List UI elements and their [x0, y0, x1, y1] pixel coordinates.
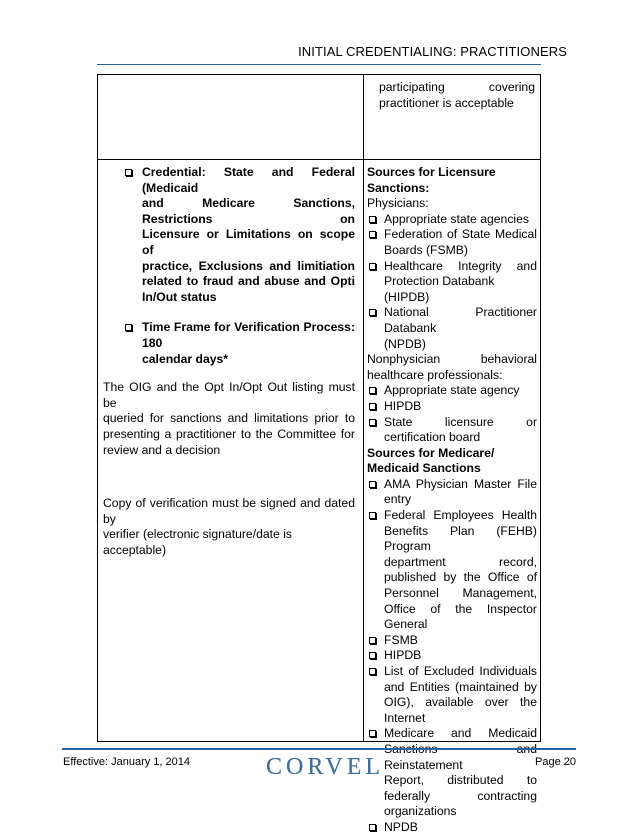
checkbox-bullet-icon [369, 403, 376, 410]
credential-bullet-line: and Medicare Sanctions, Restrictions on [142, 196, 355, 226]
checkbox-bullet-icon [369, 637, 376, 644]
nonphysician-source-item-line: State licensure or [384, 414, 537, 429]
nonphysician-source-item-line: Appropriate state agency [384, 383, 520, 398]
checkbox-bullet-icon [369, 387, 376, 394]
medicare-sources-heading: Medicaid Sanctions [367, 461, 481, 476]
timeframe-bullet-line: calendar days* [142, 351, 229, 366]
checkbox-bullet-icon [369, 481, 376, 488]
nonphysician-label: healthcare professionals: [367, 367, 503, 382]
medicare-source-item [367, 477, 537, 508]
nonphysician-label: Nonphysician behavioral [367, 352, 537, 367]
credential-bullet-line: Credential: State and Federal (Medicaid [142, 165, 355, 195]
checkbox-bullet-icon [125, 169, 132, 176]
checkbox-bullet-icon [125, 324, 132, 331]
medicare-source-item-line: OIG), available over the [384, 695, 537, 710]
credential-bullet-line: In/Out status [142, 289, 217, 304]
nonphysician-source-item [367, 399, 537, 415]
checkbox-bullet-icon [369, 263, 376, 270]
medicare-source-item-line: Report, distributed to [384, 773, 537, 788]
nonphysician-source-item [367, 383, 537, 399]
medicare-source-item-line: Reinstatement [384, 757, 463, 772]
checkbox-bullet-icon [369, 512, 376, 519]
medicare-source-item-line: Personnel Management, [384, 586, 537, 601]
header-divider [97, 64, 541, 65]
footer-effective-date: Effective: January 1, 2014 [63, 756, 190, 768]
checkbox-bullet-icon [369, 730, 376, 737]
oig-paragraph-line: review and a decision [103, 442, 221, 457]
medicare-source-item [367, 664, 537, 726]
footer-divider [62, 748, 576, 750]
medicare-source-item-line: Federal Employees Health [384, 508, 537, 523]
physician-source-item-line: Healthcare Integrity and [384, 258, 537, 273]
verification-paragraph-line: verifier (electronic signature/date is acceptable) [103, 527, 292, 557]
physician-source-item-line: Boards (FSMB) [384, 242, 468, 257]
physician-source-item-line: Protection Databank (HIPDB) [384, 274, 495, 304]
physician-source-item [367, 305, 537, 352]
checkbox-bullet-icon [369, 231, 376, 238]
licensure-sources-heading: Sources for Licensure Sanctions: [367, 165, 496, 195]
footer-page-number: Page 20 [535, 756, 576, 768]
medicare-source-item-line: organizations [384, 804, 457, 819]
medicare-source-item-line: Benefits Plan (FEHB) Program [384, 523, 537, 554]
verification-paragraph-line: Copy of verification must be signed and dated by [103, 496, 355, 526]
medicare-source-item-line: FSMB [384, 632, 418, 647]
row1-line2: practitioner is acceptable [379, 95, 514, 110]
credential-bullet [103, 165, 355, 305]
checkbox-bullet-icon [369, 824, 376, 831]
medicare-source-item-line: Office of the Inspector [384, 601, 537, 616]
physicians-label: Physicians: [367, 196, 429, 211]
row1-right-cell [379, 80, 535, 111]
medicare-source-item-line: General [384, 617, 428, 632]
medicare-source-item-line: department record, [384, 554, 537, 569]
row1-word-participating: participating [379, 80, 445, 94]
medicare-source-item [367, 648, 537, 664]
medicare-source-item [367, 508, 537, 633]
medicare-source-item [367, 633, 537, 649]
medicare-source-item-line: Internet [384, 710, 426, 725]
physician-source-item-line: National Practitioner Databank [384, 305, 537, 335]
credential-bullet-line: practice, Exclusions and limitiation [142, 258, 355, 273]
medicare-source-item-line: federally contracting [384, 788, 537, 803]
left-column [103, 165, 355, 558]
medicare-source-item-line: and Entities (maintained by [384, 679, 537, 694]
medicare-source-item-line: published by the Office of [384, 570, 537, 585]
oig-paragraph-line: queried for sanctions and limitations prior to [103, 411, 355, 426]
credential-bullet-line: Licensure or Limitations on scope of [142, 227, 355, 257]
right-column [367, 165, 537, 836]
medicare-sources-heading: Sources for Medicare/ [367, 445, 495, 460]
physician-source-item-line: Federation of State Medical [384, 227, 537, 242]
checkbox-bullet-icon [369, 309, 376, 316]
medicare-source-item-line: List of Excluded Individuals [384, 664, 537, 678]
checkbox-bullet-icon [369, 216, 376, 223]
medicare-source-item-line: NPDB [384, 819, 418, 834]
medicare-source-item-line: AMA Physician Master File [384, 476, 537, 491]
checkbox-bullet-icon [369, 419, 376, 426]
medicare-source-item-line: Medicare and Medicaid [384, 726, 537, 741]
oig-paragraph-line: presenting a practitioner to the Committee for [103, 426, 355, 441]
page-header-title: INITIAL CREDENTIALING: PRACTITIONERS [298, 44, 567, 59]
nonphysician-source-item-line: HIPDB [384, 398, 422, 413]
column-divider [363, 75, 364, 741]
checkbox-bullet-icon [369, 652, 376, 659]
oig-paragraph-line: The OIG and the Opt In/Opt Out listing must be [103, 380, 355, 410]
row1-word-covering: covering [488, 80, 535, 94]
physician-source-item [367, 212, 537, 228]
credential-bullet-line: related to fraud and abuse and Opti [142, 274, 355, 289]
physician-source-item [367, 259, 537, 306]
timeframe-bullet [103, 320, 355, 367]
row-divider [98, 159, 540, 160]
timeframe-bullet-line: Time Frame for Verification Process: 180 [142, 320, 355, 350]
nonphysician-source-item [367, 415, 537, 446]
medicare-source-item-line: entry [384, 492, 412, 507]
medicare-source-item [367, 726, 537, 820]
checkbox-bullet-icon [369, 668, 376, 675]
physician-source-item [367, 227, 537, 258]
corvel-logo: CORVEL [266, 754, 385, 780]
nonphysician-source-item-line: certification board [384, 430, 481, 445]
physician-source-item-line: (NPDB) [384, 336, 426, 351]
medicare-source-item-line: HIPDB [384, 648, 422, 663]
physician-source-item-line: Appropriate state agencies [384, 211, 529, 226]
medicare-source-item [367, 820, 537, 836]
